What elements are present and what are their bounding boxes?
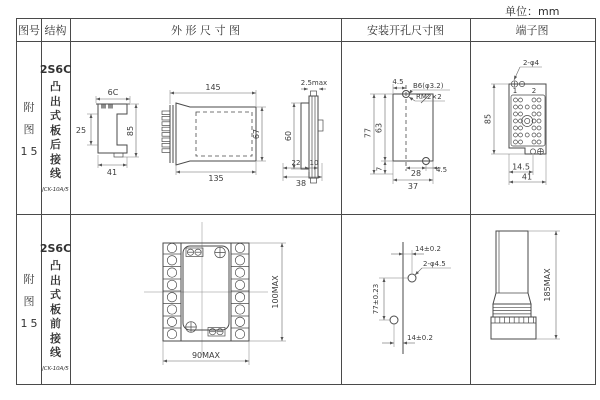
fig-cell-row1: [17, 41, 41, 214]
structure-cell-row2: [41, 214, 70, 384]
dim-label: 41: [521, 172, 533, 182]
dim-label: 41: [106, 168, 118, 177]
dim-label: 38: [295, 179, 307, 188]
unit-label: 单位：mm: [505, 5, 560, 18]
structure-cell-row1: [41, 41, 70, 214]
terminal-cell-row1: [470, 41, 594, 214]
terminal-cell-row2: [470, 214, 594, 384]
dim-label: 77: [363, 127, 373, 139]
outline-drawing-front: [70, 214, 341, 384]
model-note: JCK-10A/5: [42, 365, 69, 372]
holes-label: 2-φ4.5: [423, 260, 446, 268]
dim-label: 7: [375, 166, 384, 172]
header-outline: 外 形 尺 寸 图: [171, 24, 240, 37]
terminal-drawing-front: [470, 214, 594, 384]
dim-label: 85: [483, 113, 493, 125]
model-note: JCK-10A/5: [42, 186, 69, 193]
stud-spec-label: RM2×2: [416, 93, 442, 101]
terminal-number: 1: [512, 87, 518, 95]
dim-label: 6C: [107, 88, 119, 97]
mounting-cell-row1: [341, 41, 470, 214]
fig-cell-row2: [17, 214, 41, 384]
dim-label: 10: [309, 159, 319, 167]
dim-label: 37: [407, 182, 419, 191]
model-label: 2S6C: [39, 242, 72, 255]
holes-label: 2-φ4: [522, 59, 540, 67]
hole-spec-label: B6(φ3.2): [413, 82, 444, 90]
dim-label: 28: [410, 169, 422, 178]
dim-label: 145: [205, 83, 221, 92]
dim-label: 60: [284, 130, 293, 142]
structure-label: 凸出式板后接线: [50, 80, 61, 180]
dim-label: 185MAX: [543, 268, 552, 302]
dim-label: 4.5: [436, 166, 448, 174]
fig-label: 附图: [23, 272, 35, 308]
mounting-drawing-front: [341, 214, 470, 384]
fig-number: 15: [20, 316, 41, 330]
dim-label: 67: [252, 128, 261, 140]
outline-cell-row1: [70, 41, 341, 214]
header-terminal: 端子图: [515, 24, 549, 37]
dim-label: 14±0.2: [415, 245, 441, 253]
mounting-cell-row2: [341, 214, 470, 384]
dim-label: 85: [126, 125, 135, 137]
dim-label: 2.5max: [300, 79, 328, 87]
dim-label: 25: [75, 126, 87, 135]
fig-number: 15: [20, 145, 41, 158]
dim-label: 135: [208, 174, 224, 183]
terminal-drawing-rear: [470, 41, 594, 214]
dim-label: 22: [291, 159, 301, 167]
header-mounting: 安装开孔尺寸图: [367, 24, 444, 37]
structure-label: 凸出式板前接线: [50, 259, 61, 359]
outline-drawing-rear: [70, 41, 341, 214]
mounting-drawing-rear: [341, 41, 470, 214]
dim-label: 4.5: [392, 78, 404, 86]
dim-label: 100MAX: [271, 275, 280, 309]
header-fig-no: 图号: [18, 24, 40, 37]
header-structure: 结构: [44, 24, 67, 37]
spec-table: [16, 18, 596, 385]
fig-label: 附图: [23, 101, 35, 136]
dim-label: 63: [374, 122, 384, 134]
dim-label: 14.5: [512, 162, 530, 172]
dim-label: 90MAX: [191, 351, 221, 360]
dim-label: 14±0.2: [407, 334, 433, 342]
terminal-number: 2: [531, 87, 537, 95]
outline-cell-row2: [70, 214, 341, 384]
dim-label: 77±0.23: [372, 283, 380, 315]
model-label: 2S6C: [39, 63, 72, 76]
